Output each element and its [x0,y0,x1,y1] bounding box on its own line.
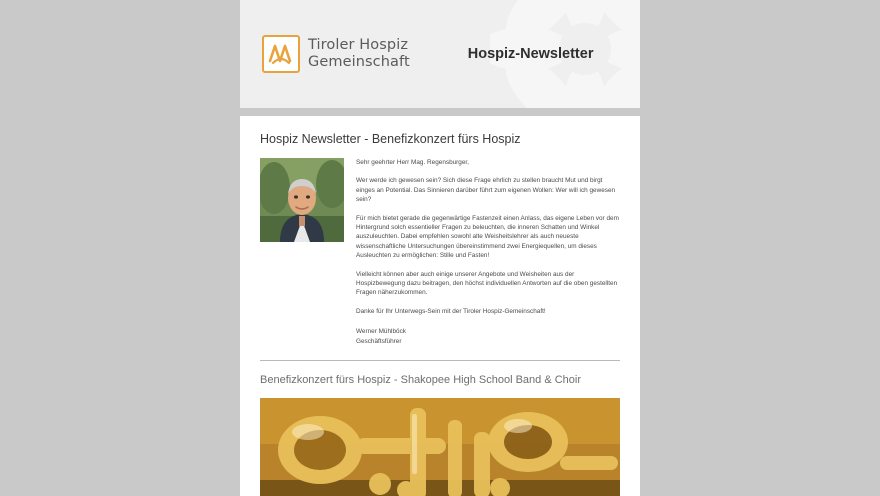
header-separator-strip [240,108,640,116]
letter-paragraph: Für mich bietet gerade die gegenwärtige Fastenzeit einen Anlass, das eigene Leben vor dem Hintergrund solch essentieller Fragen zu beleuchten, die inneren Schatten und Winkel auszuleuchten. Dabei empfehlen sowohl alte Weisheitslehrer als auch neueste wissenschaftliche Untersuchungen übereinstimmend zwei Energiequellen, um dieses Ausleuchten zu ermöglichen: Stille und Fasten! [356,214,619,260]
section-title: Benefizkonzert fürs Hospiz - Shakopee High School Band & Choir [260,374,582,387]
letter-paragraph: Vielleicht können aber auch einige unserer Angebote und Weisheiten aus der Hospizbewegung dazu beitragen, den höchst individuellen Antworten auf die oben gestellten Fragen näherzukommen. [356,270,618,297]
newsletter-header [240,0,640,108]
letter-block [260,158,620,346]
letter-paragraph: Danke für Ihr Unterwegs-Sein mit der Tiroler Hospiz-Gemeinschaft! [356,307,546,315]
letter-paragraph: Wer werde ich gewesen sein? Sich diese Frage ehrlich zu stellen braucht Mut und birgt einges an Potential. Das Sinnieren darüber führt zum eigenen Wollen: Wer will ich gewesen sein? [356,177,616,204]
brand-logo[interactable] [262,35,410,73]
header-inner [240,0,640,108]
article-title: Hospiz Newsletter - Benefizkonzert fürs Hospiz [260,132,521,146]
newsletter-body [240,116,640,496]
letter-text [356,158,620,346]
newsletter-title: Hospiz-Newsletter [467,46,594,62]
logo-line-2: Gemeinschaft [308,54,410,70]
letter-signature [356,327,620,346]
logo-line-1: Tiroler Hospiz [308,37,409,53]
newsletter-container [240,0,640,496]
portrait-image [260,158,344,242]
concert-photo [260,398,620,496]
letter-salutation: Sehr geehrter Herr Mag. Regensburger, [356,159,469,166]
logo-wordmark [308,37,410,71]
signature-name: Werner Mühlböck [356,328,406,336]
hospice-logo-icon [262,35,300,73]
signature-role: Geschäftsführer [356,337,402,345]
